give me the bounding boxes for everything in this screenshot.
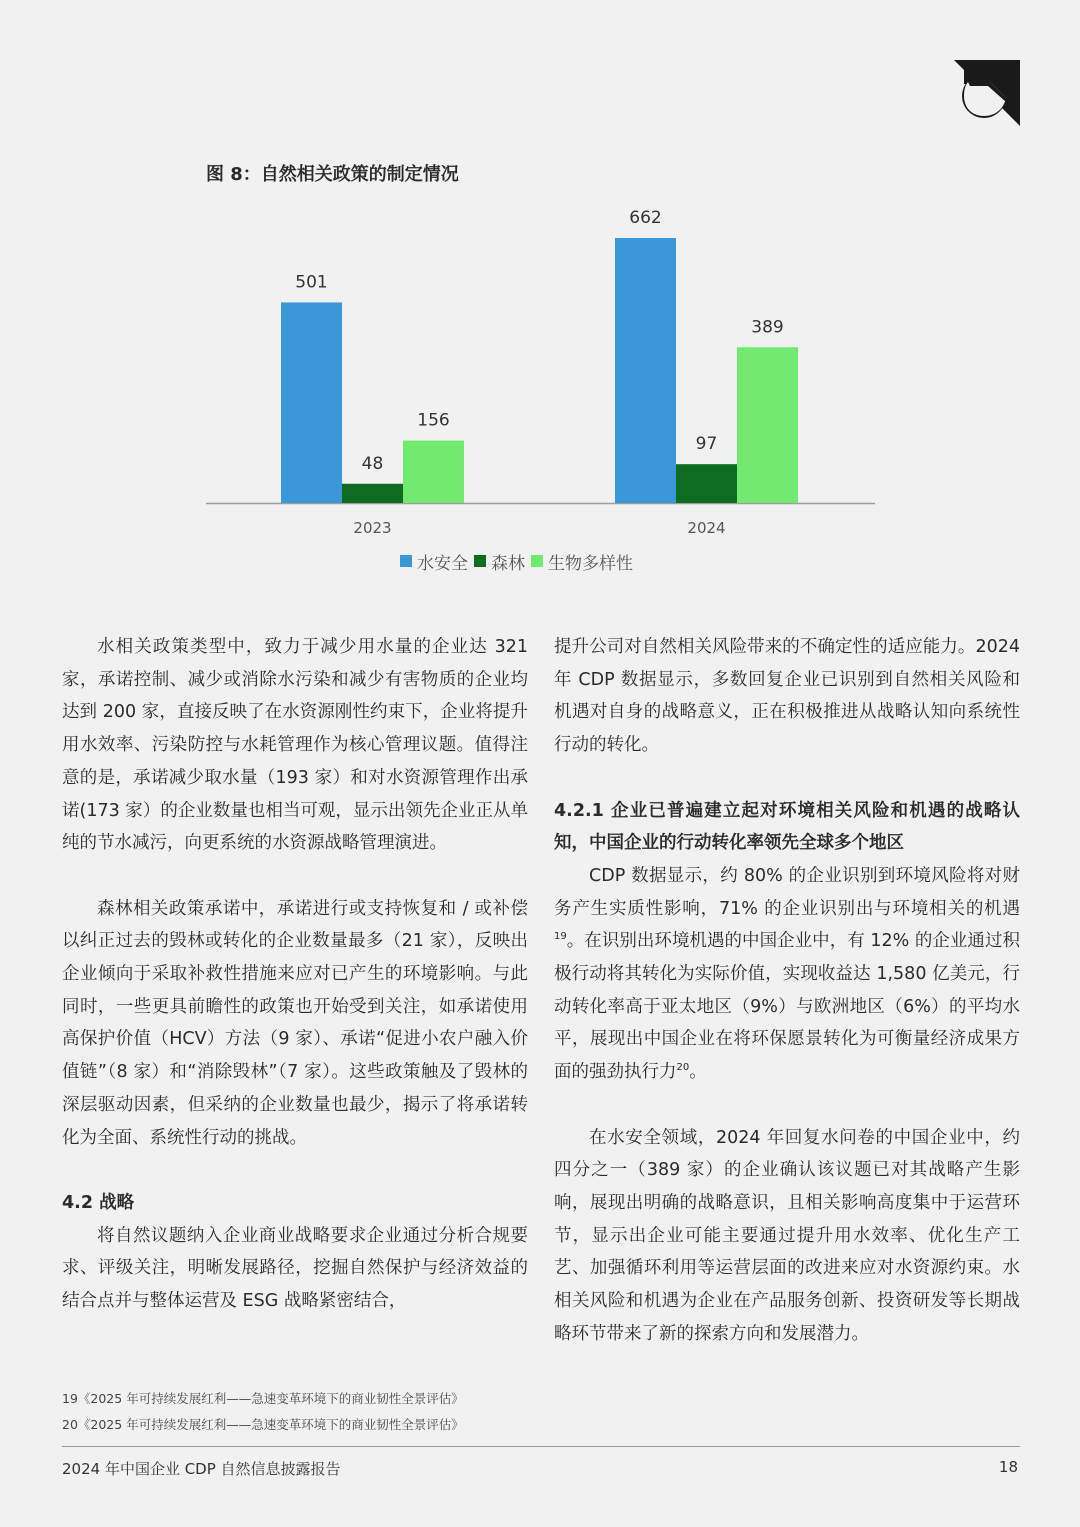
bar-water-2023 (281, 302, 342, 503)
left-column (62, 631, 528, 1318)
legend-label-forest: 森林 (491, 553, 525, 574)
section-heading-strategy: 4.2 战略 (62, 1192, 135, 1213)
legend-item-biodiversity (531, 549, 633, 574)
bar-forest-2023 (342, 484, 403, 503)
footnote-20: 20《2025 年可持续发展红利——急速变革环境下的商业韧性全景评估》 (62, 1417, 464, 1432)
data-label-biodiversity-2024: 389 (751, 317, 784, 338)
legend-swatch-forest (474, 555, 486, 567)
chart-legend (400, 548, 633, 574)
paragraph-water-security: 在水安全领域，2024 年回复水问卷的中国企业中，约四分之一（389 家）的企业确认该议题已对其战略产生影响，展现出明确的战略意识，且相关影响高度集中于运营环节，显示出企业可能主要通过提升用水效率、优化生产工艺、加强循环利用等运营层面的改进来应对水资源约束。水相关风险和机遇为企业在产品服务创新、投资研发等长期战略环节带来了新的探索方向和发展潜力。 (554, 1127, 1020, 1344)
paragraph-cdp-data-b: 。在识别出环境机遇的中国企业中，有 12% 的企业通过积极行动将其转化为实际价值，实现收益达 1,580 亿美元，行动转化率高于亚太地区（9%）与欧洲地区（6%）的平均水平，展现出中国企业在将环保愿景转化为可衡量经济成果方面的强劲执行力 (554, 931, 1020, 1083)
paragraph-forest-policy: 森林相关政策承诺中，承诺进行或支持恢复和 / 或补偿以纠正过去的毁林或转化的企业数量最多（21 家），反映出企业倾向于采取补救性措施来应对已产生的环境影响。与此同时，一些更具前瞻性的政策也开始受到关注，如承诺使用高保护价值（HCV）方法（9 家）、承诺“促进小农户融入价值链”（8 家）和“消除毁林”（7 家）。这些政策触及了毁林的深层驱动因素，但采纳的企业数量也最少，揭示了将承诺转化为全面、系统性行动的挑战。 (62, 898, 528, 1148)
footnote-ref-20: 20 (676, 1062, 690, 1074)
paragraph-water-policy: 水相关政策类型中，致力于减少用水量的企业达 321 家，承诺控制、减少或消除水污染和减少有害物质的企业均达到 200 家，直接反映了在水资源刚性约束下，企业将提升用水效率、污染防控与水耗管理作为核心管理议题。值得注意的是，承诺减少取水量（193 家）和对水资源管理作出承诺(173 家）的企业数量也相当可观，显示出领先企业正从单纯的节水减污，向更系统的水资源战略管理演进。 (62, 637, 528, 854)
subsection-heading: 4.2.1 企业已普遍建立起对环境相关风险和机遇的战略认知，中国企业的行动转化率领先全球多个地区 (554, 800, 1020, 854)
legend-swatch-biodiversity (531, 555, 543, 567)
data-label-water-2024: 662 (629, 208, 662, 228)
legend-item-forest (474, 549, 525, 574)
figure-title: 图 8：自然相关政策的制定情况 (206, 164, 459, 185)
legend-label-water: 水安全 (417, 553, 468, 574)
legend-swatch-water (400, 555, 412, 567)
bar-forest-2024 (676, 464, 737, 503)
paragraph-cdp-data-c: 。 (689, 1062, 707, 1083)
footnote-19: 19《2025 年可持续发展红利——急速变革环境下的商业韧性全景评估》 (62, 1391, 464, 1406)
bar-biodiversity-2023 (403, 441, 464, 503)
x-tick-2023: 2023 (353, 519, 392, 537)
bar-chart (0, 0, 1080, 600)
footer-divider (62, 1446, 1020, 1447)
footer-report-title: 2024 年中国企业 CDP 自然信息披露报告 (62, 1460, 341, 1478)
data-label-forest-2024: 97 (695, 434, 718, 455)
paragraph-strategy-cont: 提升公司对自然相关风险带来的不确定性的适应能力。2024 年 CDP 数据显示，多数回复企业已识别到自然相关风险和机遇对自身的战略意义，正在积极推进从战略认知向系统性行动的转化。 (554, 637, 1020, 756)
page-number: 18 (998, 1458, 1018, 1476)
footnote-ref-19: 19 (554, 931, 567, 943)
paragraph-cdp-data (554, 860, 1020, 1089)
data-label-water-2023: 501 (295, 272, 328, 293)
bar-water-2024 (615, 238, 676, 503)
footnotes (62, 1386, 464, 1438)
data-label-forest-2023: 48 (361, 453, 384, 474)
paragraph-strategy: 将自然议题纳入企业商业战略要求企业通过分析合规要求、评级关注，明晰发展路径，挖掘自然保护与经济效益的结合点并与整体运营及 ESG 战略紧密结合， (62, 1225, 528, 1312)
legend-label-biodiversity: 生物多样性 (548, 553, 633, 574)
x-tick-2024: 2024 (687, 519, 726, 537)
data-label-biodiversity-2023: 156 (417, 410, 450, 431)
legend-item-water (400, 549, 468, 574)
bar-biodiversity-2024 (737, 347, 798, 503)
paragraph-cdp-data-a: CDP 数据显示，约 80% 的企业识别到环境风险将对财务产生实质性影响，71% 的企业识别出与环境相关的机遇 (554, 865, 1020, 919)
right-column (554, 631, 1020, 1350)
